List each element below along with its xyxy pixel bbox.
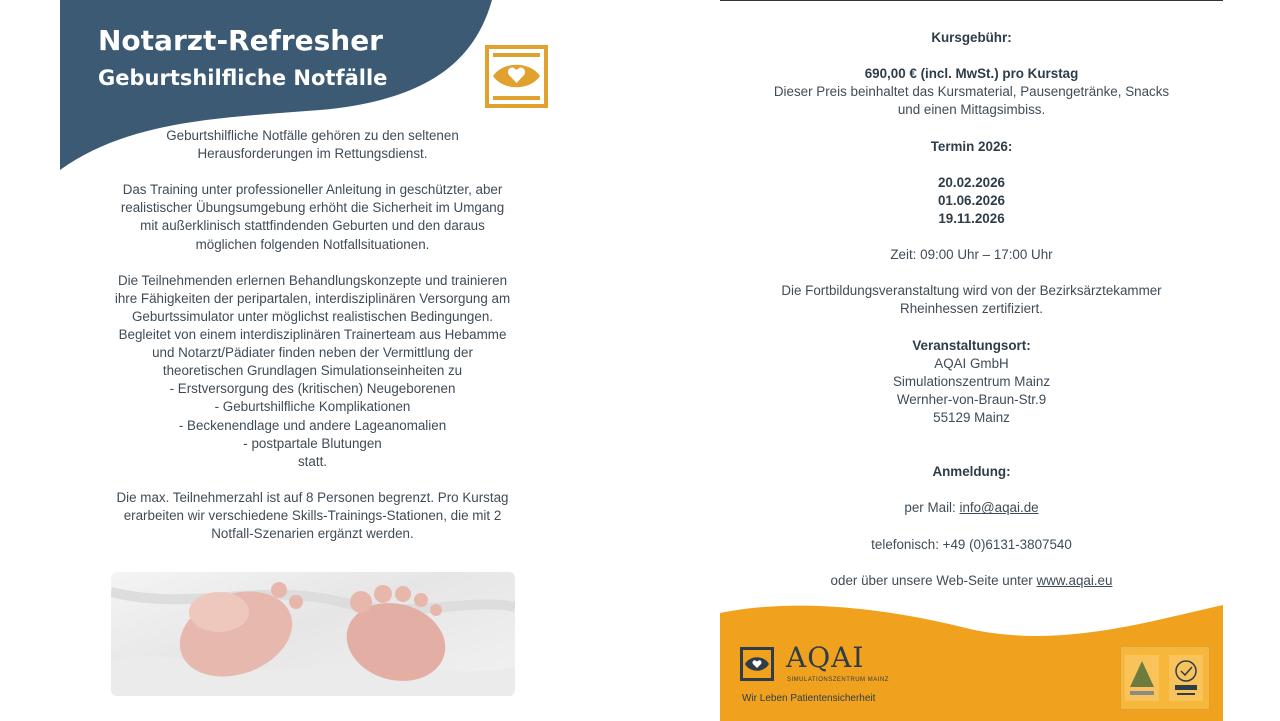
intro-text — [80, 127, 545, 543]
certification-text: Die Fortbildungsveranstaltung wird von der Bezirksärztekammer Rheinhessen zertifiziert. — [781, 283, 1162, 317]
mail-line: per Mail: info@aqai.de — [904, 500, 1039, 516]
mail-link[interactable]: info@aqai.de — [959, 500, 1039, 516]
phone-line: telefonisch: +49 (0)6131-3807540 — [871, 536, 1072, 552]
page-title: Notarzt-Refresher — [98, 24, 383, 57]
paragraph-3: Die Teilnehmenden erlernen Behandlungskonzepte und trainieren ihre Fähigkeiten der peripartalen, interdisziplinären Versorgung am Geburtssimulator unter möglichst realistischen Bedingungen. Begleitet von einem interdisziplinären Trainerteam aus Hebamme und Notarzt/Pädiater finden neben der Vermittlung der theoretischen Grundlagen Simulationseinheiten zu - Erstversorgung des (kritischen) Neugeborenen - Geburtshilfliche Komplikationen - Beckenendlage und andere Lageanomalien - postpartale Blutungen statt. — [114, 272, 511, 469]
paragraph-2: Das Training unter professioneller Anleitung in geschützter, aber realistischer Übungsumgebung erhöht die Sicherheit im Umgang mit außerklinisch stattfindenden Geburten und den daraus möglichen folgenden Notfallsituationen. — [120, 182, 505, 252]
certification-badges — [1120, 646, 1210, 710]
brand-subtitle: SIMULATIONSZENTRUM MAINZ — [787, 677, 889, 683]
page-subtitle: Geburtshilfliche Notfälle — [98, 66, 388, 90]
fee-label: Kursgebühr: — [931, 30, 1012, 45]
dates-list: 20.02.2026 01.06.2026 19.11.2026 — [937, 174, 1006, 226]
flyer-page-right — [720, 0, 1223, 721]
flyer-page-left — [60, 0, 567, 720]
course-info — [730, 29, 1213, 590]
web-line: oder über unsere Web-Seite unter www.aqai.eu — [830, 572, 1113, 588]
website-link[interactable]: www.aqai.eu — [1036, 572, 1113, 588]
baby-feet-photo — [111, 572, 515, 696]
brand-slogan: Wir Leben Patientensicherheit — [742, 693, 876, 704]
course-time: Zeit: 09:00 Uhr – 17:00 Uhr — [890, 247, 1053, 263]
registration-label: Anmeldung: — [932, 464, 1011, 480]
fee-description: Dieser Preis beinhaltet das Kursmaterial, Pausengetränke, Snacks und einen Mittagsimbiss. — [773, 84, 1170, 118]
aqai-logo-icon — [740, 647, 774, 681]
eye-heart-logo-icon — [485, 45, 548, 108]
venue-label: Veranstaltungsort: — [912, 337, 1031, 353]
fee-value: 690,00 € (incl. MwSt.) pro Kurstag — [864, 66, 1079, 82]
paragraph-4: Die max. Teilnehmerzahl ist auf 8 Personen begrenzt. Pro Kurstag erarbeiten wir verschiedene Skills-Trainings-Stationen, die mit 2 Notfall-Szenarien ergänzt werden. — [116, 489, 509, 542]
paragraph-1: Geburtshilfliche Notfälle gehören zu den seltenen Herausforderungen im Rettungsdienst. — [166, 128, 459, 162]
dates-label: Termin 2026: — [930, 138, 1013, 154]
venue-address: AQAI GmbH Simulationszentrum Mainz Wernher-von-Braun-Str.9 55129 Mainz — [892, 355, 1051, 425]
brand-name: AQAI — [786, 641, 865, 674]
